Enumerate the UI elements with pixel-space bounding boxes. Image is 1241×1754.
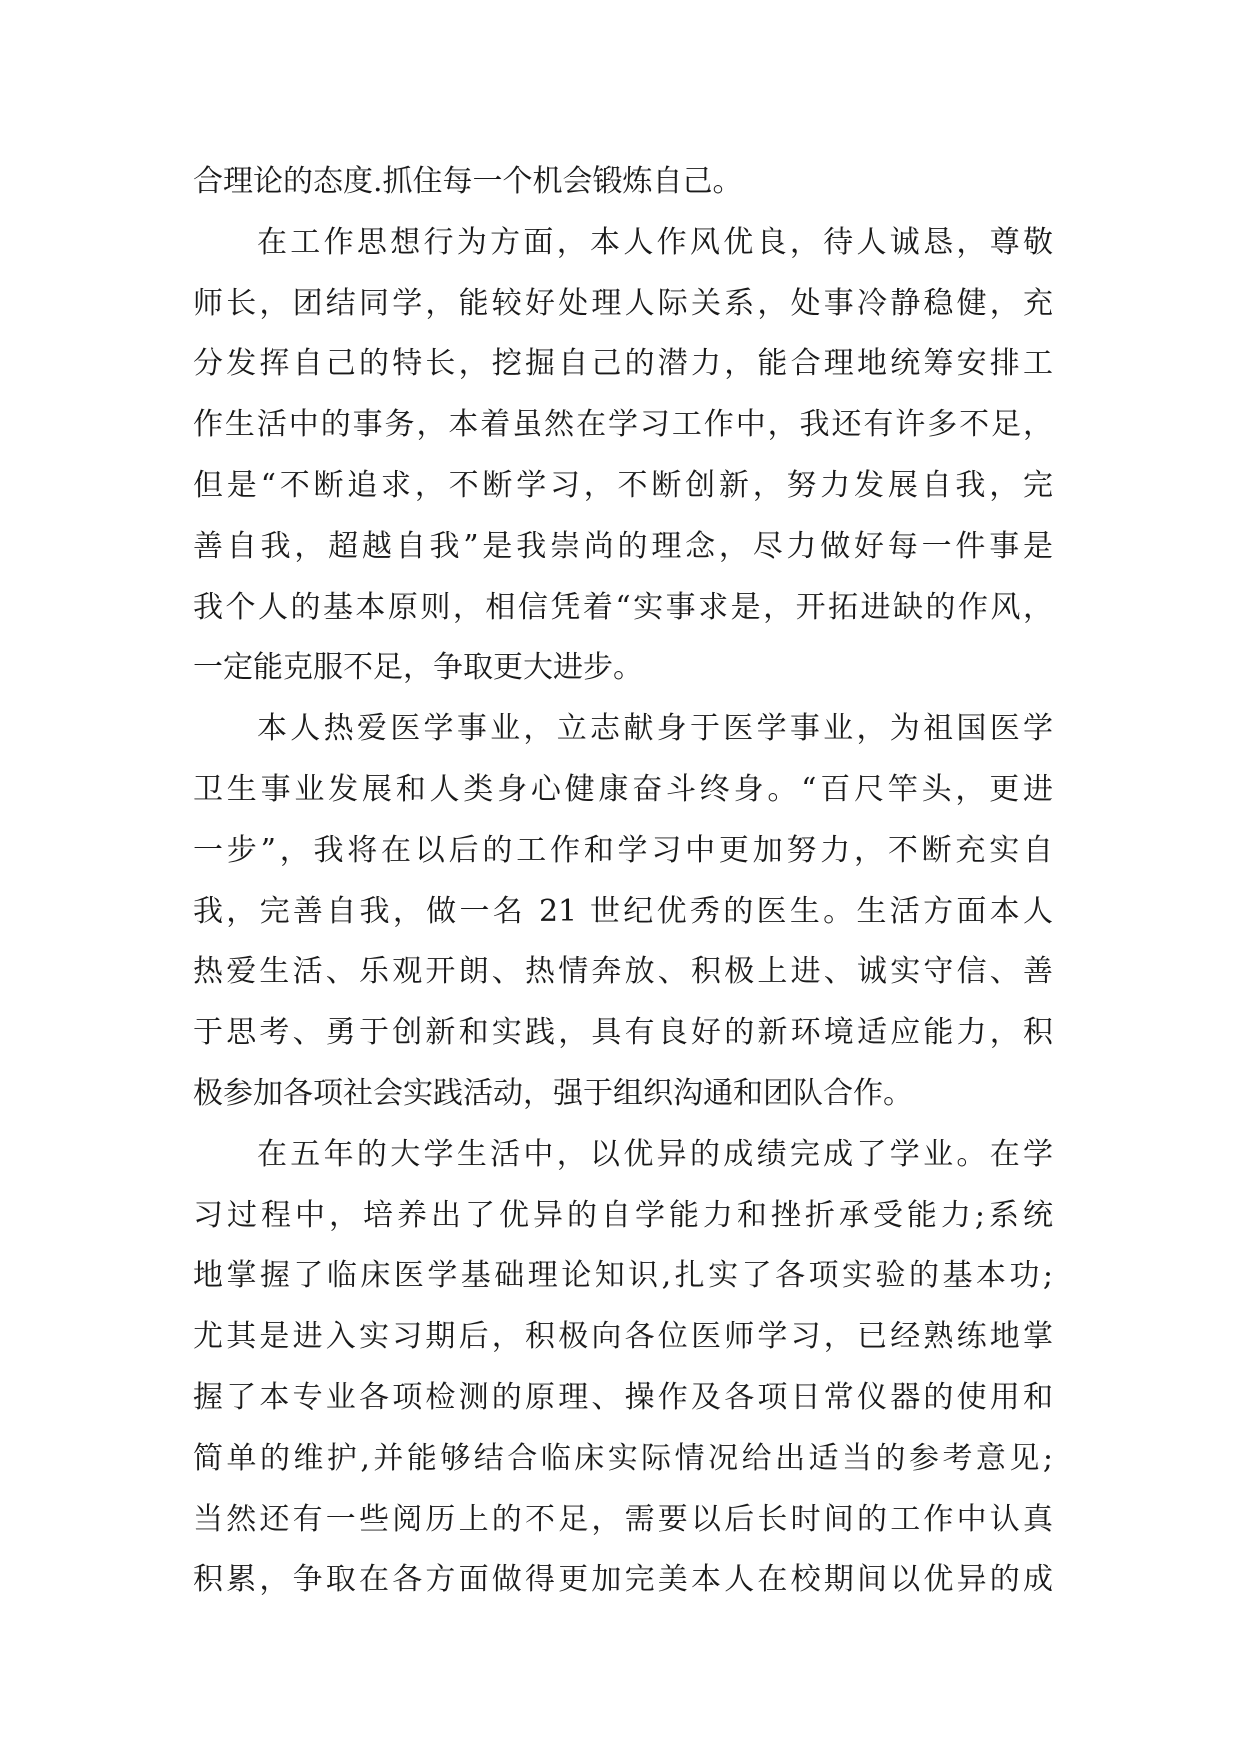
text-line: 握了本专业各项检测的原理、操作及各项日常仪器的使用和 bbox=[193, 1379, 1053, 1415]
paragraph bbox=[193, 699, 1053, 1125]
text-line: 师长，团结同学，能较好处理人际关系，处事冷静稳健，充 bbox=[193, 285, 1053, 321]
text-line: 善自我，超越自我”是我崇尚的理念，尽力做好每一件事是 bbox=[193, 528, 1053, 564]
text-line: 在工作思想行为方面，本人作风优良，待人诚恳，尊敬 bbox=[257, 224, 1053, 260]
text-line: 一步”，我将在以后的工作和学习中更加努力，不断充实自 bbox=[193, 832, 1053, 868]
text-line: 分发挥自己的特长，挖掘自己的潜力，能合理地统筹安排工 bbox=[193, 346, 1053, 382]
text-line: 尤其是进入实习期后，积极向各位医师学习，已经熟练地掌 bbox=[193, 1319, 1053, 1355]
text-line: 积累，争取在各方面做得更加完美本人在校期间以优异的成 bbox=[193, 1562, 1053, 1598]
text-line: 极参加各项社会实践活动，强于组织沟通和团队合作。 bbox=[193, 1075, 913, 1111]
text-line: 在五年的大学生活中，以优异的成绩完成了学业。在学 bbox=[257, 1136, 1053, 1172]
text-line: 但是“不断追求，不断学习，不断创新，努力发展自我，完 bbox=[193, 467, 1053, 503]
paragraph bbox=[193, 1125, 1053, 1611]
text-line: 我，完善自我，做一名 21 世纪优秀的医生。生活方面本人 bbox=[193, 893, 1053, 929]
text-line: 当然还有一些阅历上的不足，需要以后长时间的工作中认真 bbox=[193, 1501, 1053, 1537]
text-line: 于思考、勇于创新和实践，具有良好的新环境适应能力，积 bbox=[193, 1015, 1053, 1051]
text-line: 我个人的基本原则，相信凭着“实事求是，开拓进缺的作风， bbox=[193, 589, 1053, 625]
paragraph bbox=[193, 213, 1053, 699]
text-line: 习过程中，培养出了优异的自学能力和挫折承受能力;系统 bbox=[193, 1197, 1053, 1233]
document-body bbox=[193, 152, 1053, 1611]
text-line: 本人热爱医学事业，立志献身于医学事业，为祖国医学 bbox=[257, 711, 1053, 747]
text-line: 一定能克服不足，争取更大进步。 bbox=[193, 650, 643, 686]
text-line: 简单的维护,并能够结合临床实际情况给出适当的参考意见; bbox=[193, 1440, 1053, 1476]
text-line: 作生活中的事务，本着虽然在学习工作中，我还有许多不足， bbox=[193, 407, 1053, 443]
text-line: 地掌握了临床医学基础理论知识,扎实了各项实验的基本功; bbox=[193, 1258, 1053, 1294]
text-line: 卫生事业发展和人类身心健康奋斗终身。“百尺竿头，更进 bbox=[193, 771, 1053, 807]
paragraph bbox=[193, 152, 1053, 213]
text-line: 热爱生活、乐观开朗、热情奔放、积极上进、诚实守信、善 bbox=[193, 954, 1053, 990]
text-line: 合理论的态度.抓住每一个机会锻炼自己。 bbox=[193, 164, 743, 199]
